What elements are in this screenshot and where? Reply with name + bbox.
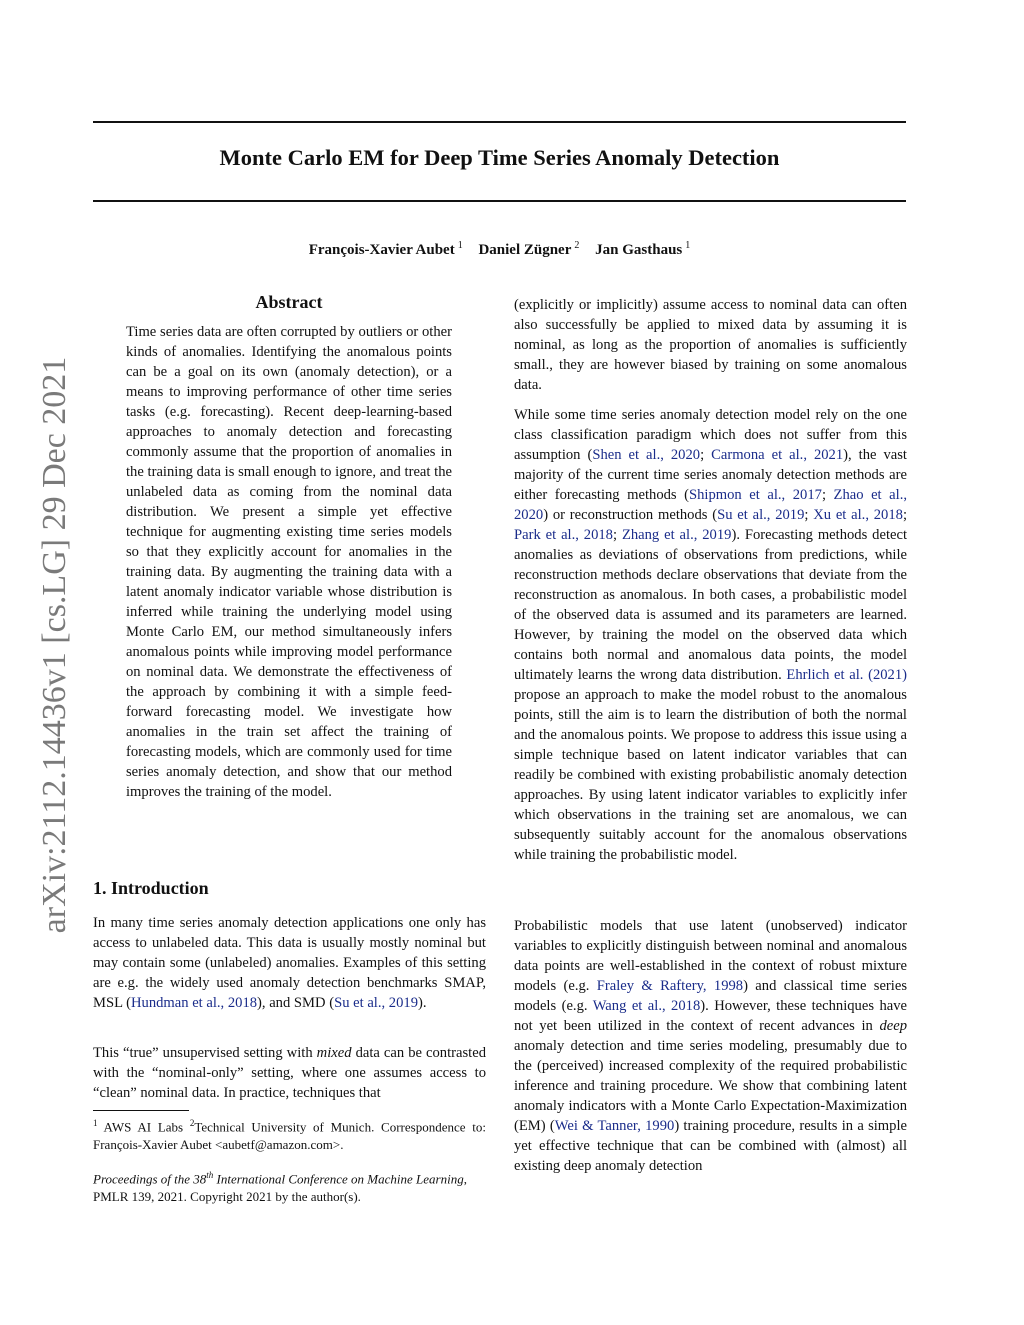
citation-link[interactable]: Park et al., 2018 — [514, 527, 613, 543]
footnote-rule — [93, 1110, 189, 1111]
text-run: ; — [821, 487, 834, 503]
affiliation-footnote — [93, 1114, 486, 1154]
text-run: ) training procedure, results in a simple yet effective technique that can be combined with (almost) all existing deep anomaly detection — [514, 1118, 907, 1174]
abstract-body: Time series data are often corrupted by outliers or other kinds of anomalies. Identifying the anomalous points can be a goal on its own (anomaly detection), or a means to improving performance of other time series tasks (e.g. forecasting). Recent deep-learning-based approaches to anomaly detection and forecasting commonly assume that the proportion of anomalies in the training data is small enough to ignore, and treat the unlabeled data as coming from the nominal data distribution. We present a simple yet effective technique for augmenting existing time series models so that they explicitly account for anomalies in the training data. By augmenting the training data with a latent anomaly indicator variable whose distribution is inferred while training the underlying model using Monte Carlo EM, our method simultaneously infers anomalous points while improving model performance on nominal data. We demonstrate the effectiveness of the approach by combining it with a simple feed-forward forecasting model. We investigate how anomalies in the train set affect the training of forecasting models, which are commonly used for time series anomaly detection, and show that our method improves the training of the model. — [126, 324, 452, 800]
citation-link[interactable]: Hundman et al., 2018 — [130, 995, 258, 1011]
text-run: ) or reconstruction methods ( — [543, 507, 718, 523]
abstract-heading: Abstract — [255, 292, 323, 312]
footnote-marker: 1 — [93, 1118, 98, 1128]
author-list — [93, 236, 906, 260]
citation-link[interactable]: Su et al., 2019 — [717, 507, 805, 523]
text-run: AWS AI Labs — [97, 1119, 190, 1135]
right-paragraph-3 — [514, 916, 907, 1176]
author-3-name: Jan Gasthaus — [595, 242, 683, 258]
author-1-name: François-Xavier Aubet — [308, 242, 455, 258]
text-run: ; — [700, 447, 712, 463]
title-rule-top — [93, 121, 906, 123]
intro-paragraph-1 — [93, 913, 486, 1013]
citation-link[interactable]: Wang et al., 2018 — [592, 998, 701, 1014]
citation-link[interactable]: Fraley & Raftery, 1998 — [596, 978, 744, 994]
author-2-affil: 2 — [574, 240, 580, 251]
text-run: ; — [804, 507, 814, 523]
citation-link[interactable]: Xu et al., 2018 — [813, 507, 903, 523]
text-run: Proceedings of the 38 — [93, 1171, 207, 1187]
ordinal-suffix: th — [206, 1170, 214, 1180]
text-run: ). However, these techniques have not yet been utilized in the context of recent advances in — [514, 998, 907, 1034]
citation-link[interactable]: Su et al., 2019 — [334, 995, 418, 1011]
right-paragraph-2 — [514, 405, 907, 865]
citation-link[interactable]: Shen et al., 2020 — [592, 447, 701, 463]
arxiv-identifier: arXiv:2112.14436v1 [cs.LG] 29 Dec 2021 — [36, 356, 73, 934]
text-run: data can be contrasted with the “nominal-only” setting, where one assumes access to “clean” nominal data. In practice, techniques that — [93, 1045, 486, 1101]
citation-link[interactable]: Ehrlich et al. (2021) — [786, 667, 907, 683]
author-3-affil: 1 — [685, 240, 691, 251]
text-run: ). — [418, 995, 427, 1011]
paper-title: Monte Carlo EM for Deep Time Series Anomaly Detection — [219, 145, 780, 170]
text-run: ; — [902, 507, 907, 523]
author-1 — [309, 242, 463, 258]
intro-paragraph-2 — [93, 1043, 486, 1103]
author-1-affil: 1 — [457, 240, 463, 251]
proceedings-notice — [93, 1166, 486, 1206]
author-2 — [478, 242, 579, 258]
text-run: Probabilistic models that use latent (unobserved) indicator variables to explicitly distinguish between nominal and anomalous data points are well-established in the context of robust mixture models (e.g. — [514, 918, 907, 994]
text-run: Technical University of Munich. Correspondence to: François-Xavier Aubet <aubetf@amazon.com>. — [93, 1119, 486, 1153]
author-3 — [595, 242, 690, 258]
citation-link[interactable]: Zhang et al., 2019 — [621, 527, 732, 543]
text-run: ). Forecasting methods detect anomalies as deviations of observations from predictions, while reconstruction methods declare observations that deviate from the reconstruction as anomalous. In both cases, a probabilistic model of the observed data is assumed and its parameters are learned. However, by training the model on the observed data which contains both normal and anomalous data points, the model ultimately learns the wrong data distribution. — [514, 527, 908, 683]
text-run: In many time series anomaly detection applications one only has access to unlabeled data. This data is usually mostly nominal but may contain some (unlabeled) anomalies. Examples of this setting are e.g. the widely used anomaly detection benchmarks SMAP, MSL ( — [93, 915, 486, 1011]
introduction-heading: 1. Introduction — [93, 878, 209, 898]
text-run: ) and classical time series models (e.g. — [514, 978, 907, 1014]
footnote-marker: 2 — [189, 1118, 195, 1128]
emphasis: deep — [879, 1018, 907, 1034]
author-2-name: Daniel Zügner — [478, 242, 572, 258]
text-run: This “true” unsupervised setting with — [93, 1045, 317, 1061]
right-paragraph-1: (explicitly or implicitly) assume access to nominal data can often also successfully be applied to mixed data by assuming it is nominal, as long as the proportion of anomalies is sufficiently small., they are however biased by training on some anomalous data. — [514, 297, 907, 393]
text-run: ), the vast majority of the current time series anomaly detection methods are either forecasting methods ( — [514, 447, 907, 503]
citation-link[interactable]: Carmona et al., 2021 — [711, 447, 844, 463]
citation-link[interactable]: Shipmon et al., 2017 — [689, 487, 822, 503]
title-rule-bottom — [93, 200, 906, 202]
text-run: ), and SMD ( — [257, 995, 335, 1011]
text-run: anomaly detection and time series modeling, presumably due to the (perceived) increased complexity of the required probabilistic inference and training procedure. We show that combining latent anomaly indicators with a Monte Carlo Expectation-Maximization (EM) ( — [514, 1038, 907, 1134]
text-run: ; — [612, 527, 622, 543]
text-run: , PMLR 139, 2021. Copyright 2021 by the author(s). — [93, 1171, 467, 1205]
text-run: International Conference on Machine Learning — [213, 1171, 464, 1187]
text-run: propose an approach to make the model robust to the anomalous points, still the aim is to learn the distribution of both the normal and the anomalous points. We propose to address this issue using a simple technique based on latent indicator variables that can readily be combined with existing probabilistic anomaly detection approaches. By using latent indicator variables to explicitly infer which observations in the training set are anomalous, we can subsequently suitably account for the anomalous observations while training the probabilistic model. — [514, 687, 907, 863]
citation-link[interactable]: Zhao et al., 2020 — [514, 487, 907, 523]
text-run: While some time series anomaly detection model rely on the one class classification paradigm which does not suffer from this assumption ( — [514, 407, 907, 463]
citation-link[interactable]: Wei & Tanner, 1990 — [554, 1118, 675, 1134]
emphasis: mixed — [316, 1045, 352, 1061]
